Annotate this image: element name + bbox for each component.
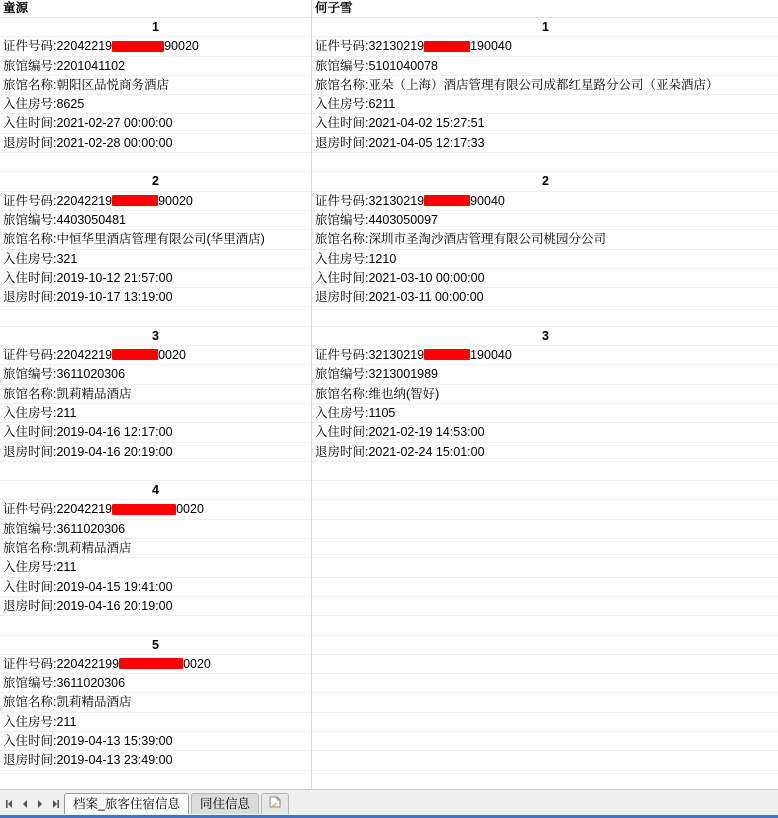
- field-value-tail: 190040: [470, 348, 512, 363]
- redaction-bar: [424, 349, 470, 360]
- field-label: 入住房号:: [3, 560, 57, 575]
- field-label: 证件号码:: [3, 502, 57, 517]
- field-row[interactable]: [312, 404, 778, 423]
- field-row[interactable]: [312, 346, 778, 365]
- field-value: 22042219: [56, 193, 113, 208]
- blank-row[interactable]: [312, 500, 778, 519]
- field-label: 退房时间:: [3, 135, 57, 150]
- blank-row[interactable]: [312, 751, 778, 770]
- blank-row[interactable]: [312, 655, 778, 674]
- column-right-rows: [312, 18, 778, 790]
- last-sheet-arrow-icon[interactable]: [49, 797, 61, 811]
- field-label: 退房时间:: [3, 753, 57, 768]
- field-value: 211: [56, 714, 77, 729]
- field-label: 旅馆编号:: [3, 367, 57, 382]
- field-label: 退房时间:: [3, 444, 57, 459]
- blank-row[interactable]: [312, 520, 778, 539]
- field-label: 旅馆编号:: [3, 58, 57, 73]
- field-label: 入住房号:: [3, 97, 57, 112]
- field-value-tail: 90040: [470, 193, 505, 208]
- field-row[interactable]: [312, 269, 778, 288]
- field-value: 3611020306: [56, 676, 126, 691]
- field-row[interactable]: [0, 732, 311, 751]
- field-value: 2019-04-15 19:41:00: [56, 579, 173, 594]
- field-value: 32130219: [368, 193, 425, 208]
- field-label: 旅馆名称:: [3, 541, 57, 556]
- column-left-header: 童源: [0, 0, 311, 18]
- field-value: 5101040078: [368, 58, 439, 73]
- field-row[interactable]: [0, 346, 311, 365]
- field-label: 入住房号:: [3, 714, 57, 729]
- field-row[interactable]: [0, 76, 311, 95]
- field-value: 211: [56, 560, 77, 575]
- field-value: 4403050097: [368, 212, 439, 227]
- prev-sheet-arrow-icon[interactable]: [19, 797, 31, 811]
- field-value: 22042219: [56, 502, 113, 517]
- sheet-tab-cohabitation-info[interactable]: 同住信息: [191, 793, 259, 814]
- field-value: 4403050481: [56, 212, 127, 227]
- field-value: 220422199: [56, 656, 120, 671]
- field-label: 旅馆编号:: [315, 212, 369, 227]
- field-row[interactable]: [312, 385, 778, 404]
- field-row[interactable]: [0, 37, 311, 56]
- field-label: 退房时间:: [3, 290, 57, 305]
- field-value: 2019-10-17 13:19:00: [56, 290, 173, 305]
- field-row[interactable]: [312, 114, 778, 133]
- field-row[interactable]: [312, 76, 778, 95]
- blank-row[interactable]: [312, 558, 778, 577]
- field-label: 证件号码:: [315, 39, 369, 54]
- redaction-bar: [119, 658, 183, 669]
- field-label: 旅馆名称:: [315, 77, 369, 92]
- field-label: 证件号码:: [315, 348, 369, 363]
- field-row[interactable]: [0, 597, 311, 616]
- group-number-row[interactable]: 4: [0, 481, 311, 500]
- field-value: 32130219: [368, 348, 425, 363]
- field-value: 32130219: [368, 39, 425, 54]
- blank-row[interactable]: [312, 713, 778, 732]
- field-row[interactable]: [312, 288, 778, 307]
- field-label: 入住时间:: [315, 425, 369, 440]
- blank-row[interactable]: [312, 481, 778, 500]
- field-row[interactable]: [0, 57, 311, 76]
- field-label: 旅馆名称:: [3, 232, 57, 247]
- field-label: 旅馆编号:: [315, 58, 369, 73]
- column-right-header: 何子雪: [312, 0, 778, 18]
- field-row[interactable]: [0, 230, 311, 249]
- blank-row[interactable]: [0, 307, 311, 326]
- field-row[interactable]: [0, 693, 311, 712]
- field-label: 旅馆名称:: [315, 232, 369, 247]
- group-number-row[interactable]: 5: [0, 636, 311, 655]
- blank-row[interactable]: [0, 153, 311, 172]
- field-row[interactable]: [312, 134, 778, 153]
- field-row[interactable]: [0, 443, 311, 462]
- field-label: 证件号码:: [315, 193, 369, 208]
- field-value: 2201041102: [56, 58, 126, 73]
- redaction-bar: [112, 41, 164, 52]
- field-label: 入住时间:: [3, 733, 57, 748]
- field-value: 3611020306: [56, 367, 126, 382]
- blank-row[interactable]: [312, 462, 778, 481]
- field-label: 入住时间:: [3, 116, 57, 131]
- field-label: 入住房号:: [3, 251, 57, 266]
- field-value: 2021-02-19 14:53:00: [368, 425, 485, 440]
- field-row[interactable]: [0, 269, 311, 288]
- field-value-tail: 90020: [164, 39, 199, 54]
- field-row[interactable]: [0, 385, 311, 404]
- field-label: 入住房号:: [315, 251, 369, 266]
- field-value: 2021-03-11 00:00:00: [368, 290, 484, 305]
- field-value: 2019-04-13 15:39:00: [56, 733, 173, 748]
- field-row[interactable]: [312, 95, 778, 114]
- blank-row[interactable]: [312, 539, 778, 558]
- blank-row[interactable]: [0, 771, 311, 790]
- blank-row[interactable]: [312, 307, 778, 326]
- field-row[interactable]: [0, 578, 311, 597]
- field-value: 凯莉精品酒店: [56, 695, 132, 710]
- field-value: 中恒华里酒店管理有限公司(华里酒店): [56, 232, 265, 247]
- field-row[interactable]: [312, 365, 778, 384]
- blank-row[interactable]: [312, 693, 778, 712]
- sheet-tab-archive-guest-info[interactable]: 档案_旅客住宿信息: [64, 793, 189, 814]
- field-value: 凯莉精品酒店: [56, 386, 132, 401]
- field-label: 旅馆名称:: [3, 77, 57, 92]
- redaction-bar: [424, 41, 470, 52]
- field-value: 1210: [368, 251, 397, 266]
- group-number-row[interactable]: 2: [312, 172, 778, 191]
- field-value-tail: 0020: [176, 502, 204, 517]
- field-value: 2019-04-16 12:17:00: [56, 425, 173, 440]
- column-left: [0, 0, 312, 790]
- field-row[interactable]: [312, 443, 778, 462]
- new-sheet-button[interactable]: [261, 793, 289, 814]
- redaction-bar: [112, 349, 158, 360]
- field-label: 入住时间:: [315, 116, 369, 131]
- group-number-row[interactable]: 1: [312, 18, 778, 37]
- field-row[interactable]: [0, 211, 311, 230]
- group-number-row[interactable]: 3: [0, 327, 311, 346]
- blank-row[interactable]: [312, 674, 778, 693]
- field-value: 2019-04-16 20:19:00: [56, 444, 173, 459]
- field-label: 旅馆名称:: [3, 695, 57, 710]
- field-label: 旅馆编号:: [3, 212, 57, 227]
- blank-row[interactable]: [312, 616, 778, 635]
- field-label: 旅馆编号:: [315, 367, 369, 382]
- field-label: 退房时间:: [315, 290, 369, 305]
- field-value: 2019-10-12 21:57:00: [56, 270, 173, 285]
- field-label: 证件号码:: [3, 656, 57, 671]
- field-value: 22042219: [56, 39, 113, 54]
- field-label: 旅馆名称:: [3, 386, 57, 401]
- redaction-bar: [112, 195, 158, 206]
- first-sheet-arrow-icon[interactable]: [4, 797, 16, 811]
- field-value: 2021-04-02 15:27:51: [368, 116, 485, 131]
- redaction-bar: [112, 504, 176, 515]
- field-value: 1105: [368, 405, 396, 420]
- field-label: 入住房号:: [315, 97, 369, 112]
- field-value: 2019-04-16 20:19:00: [56, 598, 173, 613]
- blank-row[interactable]: [0, 462, 311, 481]
- field-label: 入住时间:: [3, 270, 57, 285]
- field-row[interactable]: [0, 423, 311, 442]
- field-row[interactable]: [312, 211, 778, 230]
- field-row[interactable]: [0, 674, 311, 693]
- sheet-tab-bar: [0, 789, 778, 818]
- field-row[interactable]: [312, 423, 778, 442]
- field-row[interactable]: [0, 558, 311, 577]
- field-row[interactable]: [0, 539, 311, 558]
- field-value: 8625: [56, 97, 85, 112]
- field-label: 证件号码:: [3, 39, 57, 54]
- field-value: 2021-02-24 15:01:00: [368, 444, 485, 459]
- field-row[interactable]: [0, 751, 311, 770]
- field-label: 入住房号:: [3, 405, 57, 420]
- field-label: 证件号码:: [3, 348, 57, 363]
- blank-row[interactable]: [312, 732, 778, 751]
- field-value: 2021-03-10 00:00:00: [368, 270, 485, 285]
- field-row[interactable]: [0, 713, 311, 732]
- field-value: 3213001989: [368, 367, 439, 382]
- field-value-tail: 190040: [470, 39, 512, 54]
- field-label: 旅馆名称:: [315, 386, 369, 401]
- group-number-row[interactable]: 2: [0, 172, 311, 191]
- field-value: 朝阳区品悦商务酒店: [56, 77, 169, 92]
- field-value: 211: [56, 405, 77, 420]
- field-label: 入住房号:: [315, 405, 369, 420]
- field-row[interactable]: [0, 365, 311, 384]
- field-value: 维也纳(智好): [368, 386, 440, 401]
- field-value: 2021-02-28 00:00:00: [56, 135, 173, 150]
- group-number-row[interactable]: 3: [312, 327, 778, 346]
- blank-row[interactable]: [312, 636, 778, 655]
- field-value-tail: 0020: [158, 348, 186, 363]
- field-label: 旅馆编号:: [3, 521, 57, 536]
- column-right: [312, 0, 778, 790]
- field-label: 退房时间:: [315, 135, 369, 150]
- group-number-row[interactable]: 1: [0, 18, 311, 37]
- field-value-tail: 0020: [183, 656, 211, 671]
- field-value-tail: 90020: [158, 193, 193, 208]
- blank-row[interactable]: [0, 616, 311, 635]
- redaction-bar: [424, 195, 470, 206]
- field-label: 入住时间:: [3, 425, 57, 440]
- field-label: 入住时间:: [3, 579, 57, 594]
- field-row[interactable]: [0, 95, 311, 114]
- field-row[interactable]: [312, 250, 778, 269]
- field-row[interactable]: [0, 288, 311, 307]
- field-value: 22042219: [56, 348, 113, 363]
- field-row[interactable]: [0, 500, 311, 519]
- field-value: 亚朵（上海）酒店管理有限公司成都红星路分公司（亚朵酒店）: [368, 77, 719, 92]
- field-value: 321: [56, 251, 78, 266]
- field-row[interactable]: [0, 655, 311, 674]
- field-value: 6211: [368, 97, 396, 112]
- field-row[interactable]: [0, 114, 311, 133]
- field-value: 3611020306: [56, 521, 126, 536]
- field-value: 凯莉精品酒店: [56, 541, 132, 556]
- field-row[interactable]: [0, 192, 311, 211]
- field-row[interactable]: [0, 520, 311, 539]
- field-value: 2021-04-05 12:17:33: [368, 135, 485, 150]
- field-row[interactable]: [0, 134, 311, 153]
- next-sheet-arrow-icon[interactable]: [34, 797, 46, 811]
- field-label: 旅馆编号:: [3, 676, 57, 691]
- column-left-rows: [0, 18, 311, 790]
- field-row[interactable]: [0, 250, 311, 269]
- blank-row[interactable]: [312, 578, 778, 597]
- field-value: 2019-04-13 23:49:00: [56, 753, 173, 768]
- blank-row[interactable]: [312, 597, 778, 616]
- field-label: 退房时间:: [3, 598, 57, 613]
- field-row[interactable]: [312, 192, 778, 211]
- blank-row[interactable]: [312, 153, 778, 172]
- blank-row[interactable]: [312, 771, 778, 790]
- field-row[interactable]: [312, 57, 778, 76]
- field-label: 入住时间:: [315, 270, 369, 285]
- field-label: 证件号码:: [3, 193, 57, 208]
- field-label: 退房时间:: [315, 444, 369, 459]
- field-value: 深圳市圣淘沙酒店管理有限公司桃园分公司: [368, 232, 606, 247]
- field-row[interactable]: [312, 37, 778, 56]
- field-row[interactable]: [0, 404, 311, 423]
- field-row[interactable]: [312, 230, 778, 249]
- field-value: 2021-02-27 00:00:00: [56, 116, 173, 131]
